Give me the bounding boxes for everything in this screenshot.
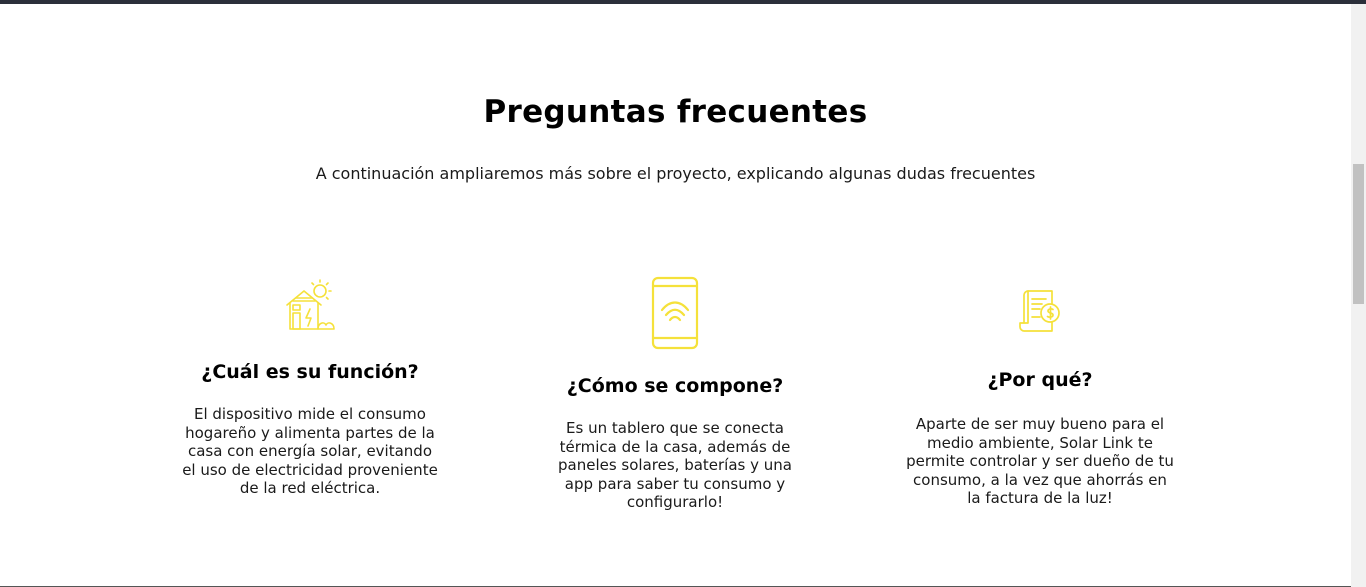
faq-answer: Es un tablero que se conecta térmica de la casa, además de paneles solares, baterías y una app para saber tu consumo y configurarlo! <box>558 419 792 511</box>
faq-card-function <box>160 277 460 498</box>
page-title: Preguntas frecuentes <box>483 94 868 130</box>
faq-card-why <box>890 287 1190 508</box>
scrollbar-thumb[interactable] <box>1353 164 1364 304</box>
faq-answer: Aparte de ser muy bueno para el medio ambiente, Solar Link te permite controlar y ser dueño de tu consumo, a la vez que ahorrás en la factura de la luz! <box>906 415 1174 507</box>
faq-section <box>0 4 1351 587</box>
page-subtitle: A continuación ampliaremos más sobre el proyecto, explicando algunas dudas frecuentes <box>315 164 1036 183</box>
faq-question: ¿Cómo se compone? <box>566 375 784 397</box>
smartphone-wifi-icon <box>650 276 700 350</box>
vertical-scrollbar[interactable] <box>1351 4 1366 587</box>
invoice-dollar-icon <box>1016 287 1064 335</box>
faq-question: ¿Cuál es su función? <box>201 361 419 383</box>
faq-question: ¿Por qué? <box>987 369 1093 391</box>
solar-house-icon <box>282 277 338 333</box>
faq-card-composition <box>525 276 825 512</box>
faq-answer: El dispositivo mide el consumo hogareño y alimenta partes de la casa con energía solar, evitando el uso de electricidad proveniente de la red eléctrica. <box>182 405 438 497</box>
